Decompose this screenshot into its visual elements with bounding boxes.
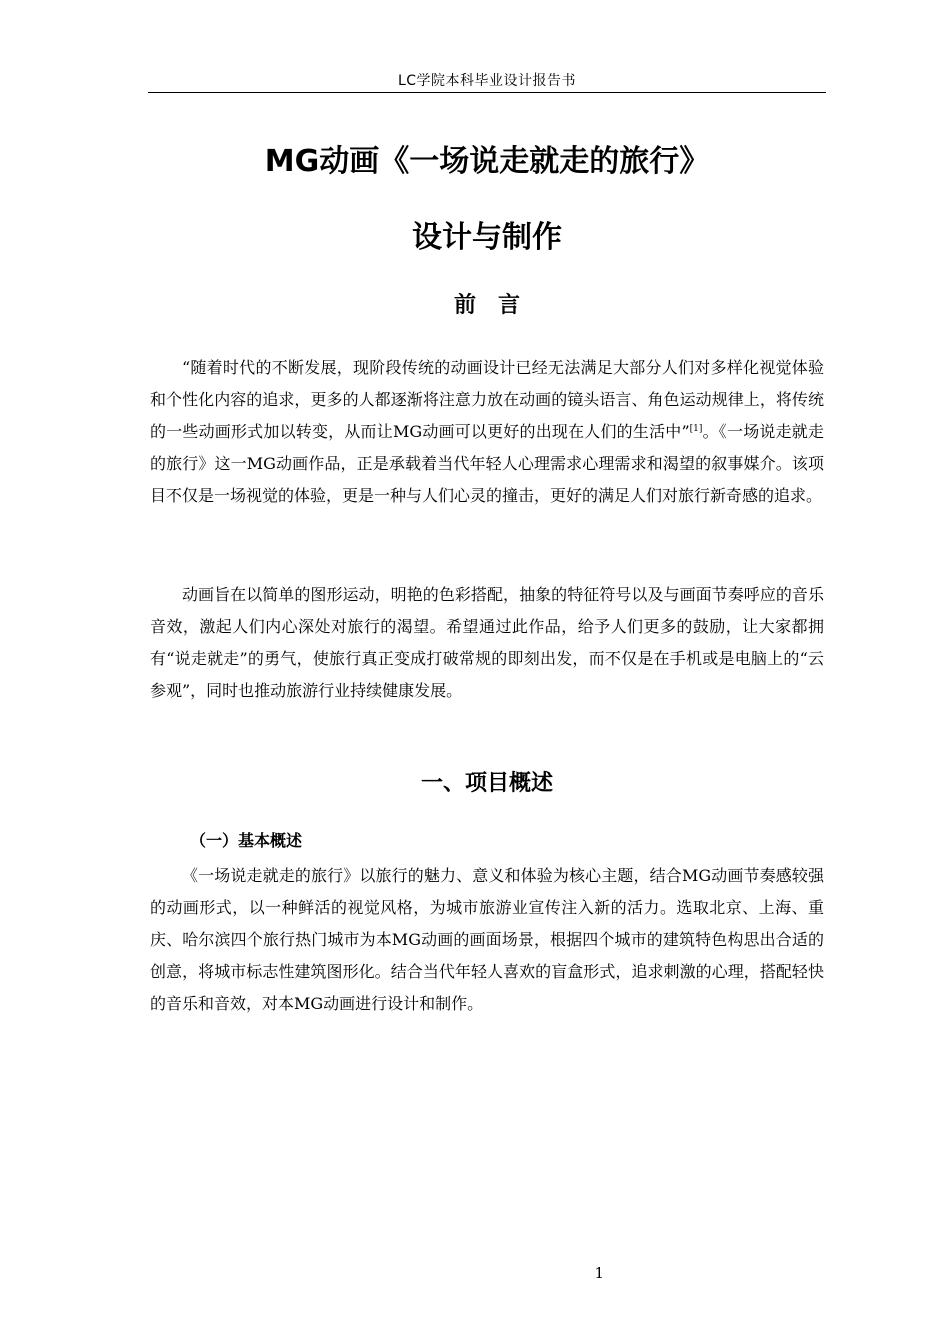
header-divider: [148, 92, 826, 93]
preface-paragraph-2: 动画旨在以简单的图形运动，明艳的色彩搭配，抽象的特征符号以及与画面节奏呼应的音乐音效，激起人们内心深处对旅行的渴望。希望通过此作品，给予人们更多的鼓励，让大家都拥有“说走就走”的勇气，使旅行真正变成打破常规的即刻出发，而不仅是在手机或是电脑上的“云参观”，同时也推动旅游行业持续健康发展。: [150, 585, 824, 700]
basic-overview-paragraph: 《一场说走就走的旅行》以旅行的魅力、意义和体验为核心主题，结合MG动画节奏感较强的动画形式，以一种鲜活的视觉风格，为城市旅游业宣传注入新的活力。选取北京、上海、重庆、哈尔滨四个旅行热门城市为本MG动画的画面场景，根据四个城市的建筑特色构思出合适的创意，将城市标志性建筑图形化。结合当代年轻人喜欢的盲盒形式，追求刺激的心理，搭配轻快的音乐和音效，对本MG动画进行设计和制作。: [150, 866, 824, 1013]
document-title-line-1: MG动画《一场说走就走的旅行》: [264, 144, 710, 179]
preface-paragraph-1-quote: “随着时代的不断发展，现阶段传统的动画设计已经无法满足大部分人们对多样化视觉体验和个性化内容的追求，更多的人都逐渐将注意力放在动画的镜头语言、角色运动规律上，将传统的一些动画形式加以转变，从而让MG动画可以更好的出现在人们的生活中”: [150, 358, 824, 441]
citation-marker: [1]: [689, 424, 703, 434]
document-title-line-2: 设计与制作: [412, 220, 562, 255]
running-header: LC学院本科毕业设计报告书: [397, 73, 577, 89]
preface-paragraph-1: [150, 352, 824, 512]
subsection-heading-basic-overview: （一）基本概述: [190, 831, 303, 850]
section-heading-project-overview: 一、项目概述: [420, 771, 553, 796]
preface-paragraph-1-rest: 。《一场说走就走的旅行》这一MG动画作品，正是承载着当代年轻人心理需求心理需求和渴望的叙事媒介。该项目不仅是一场视觉的体验，更是一种与人们心灵的撞击，更好的满足人们对旅行新奇感的追求。: [150, 422, 824, 505]
preface-heading: 前言: [453, 293, 542, 318]
page-number: 1: [594, 1264, 604, 1282]
